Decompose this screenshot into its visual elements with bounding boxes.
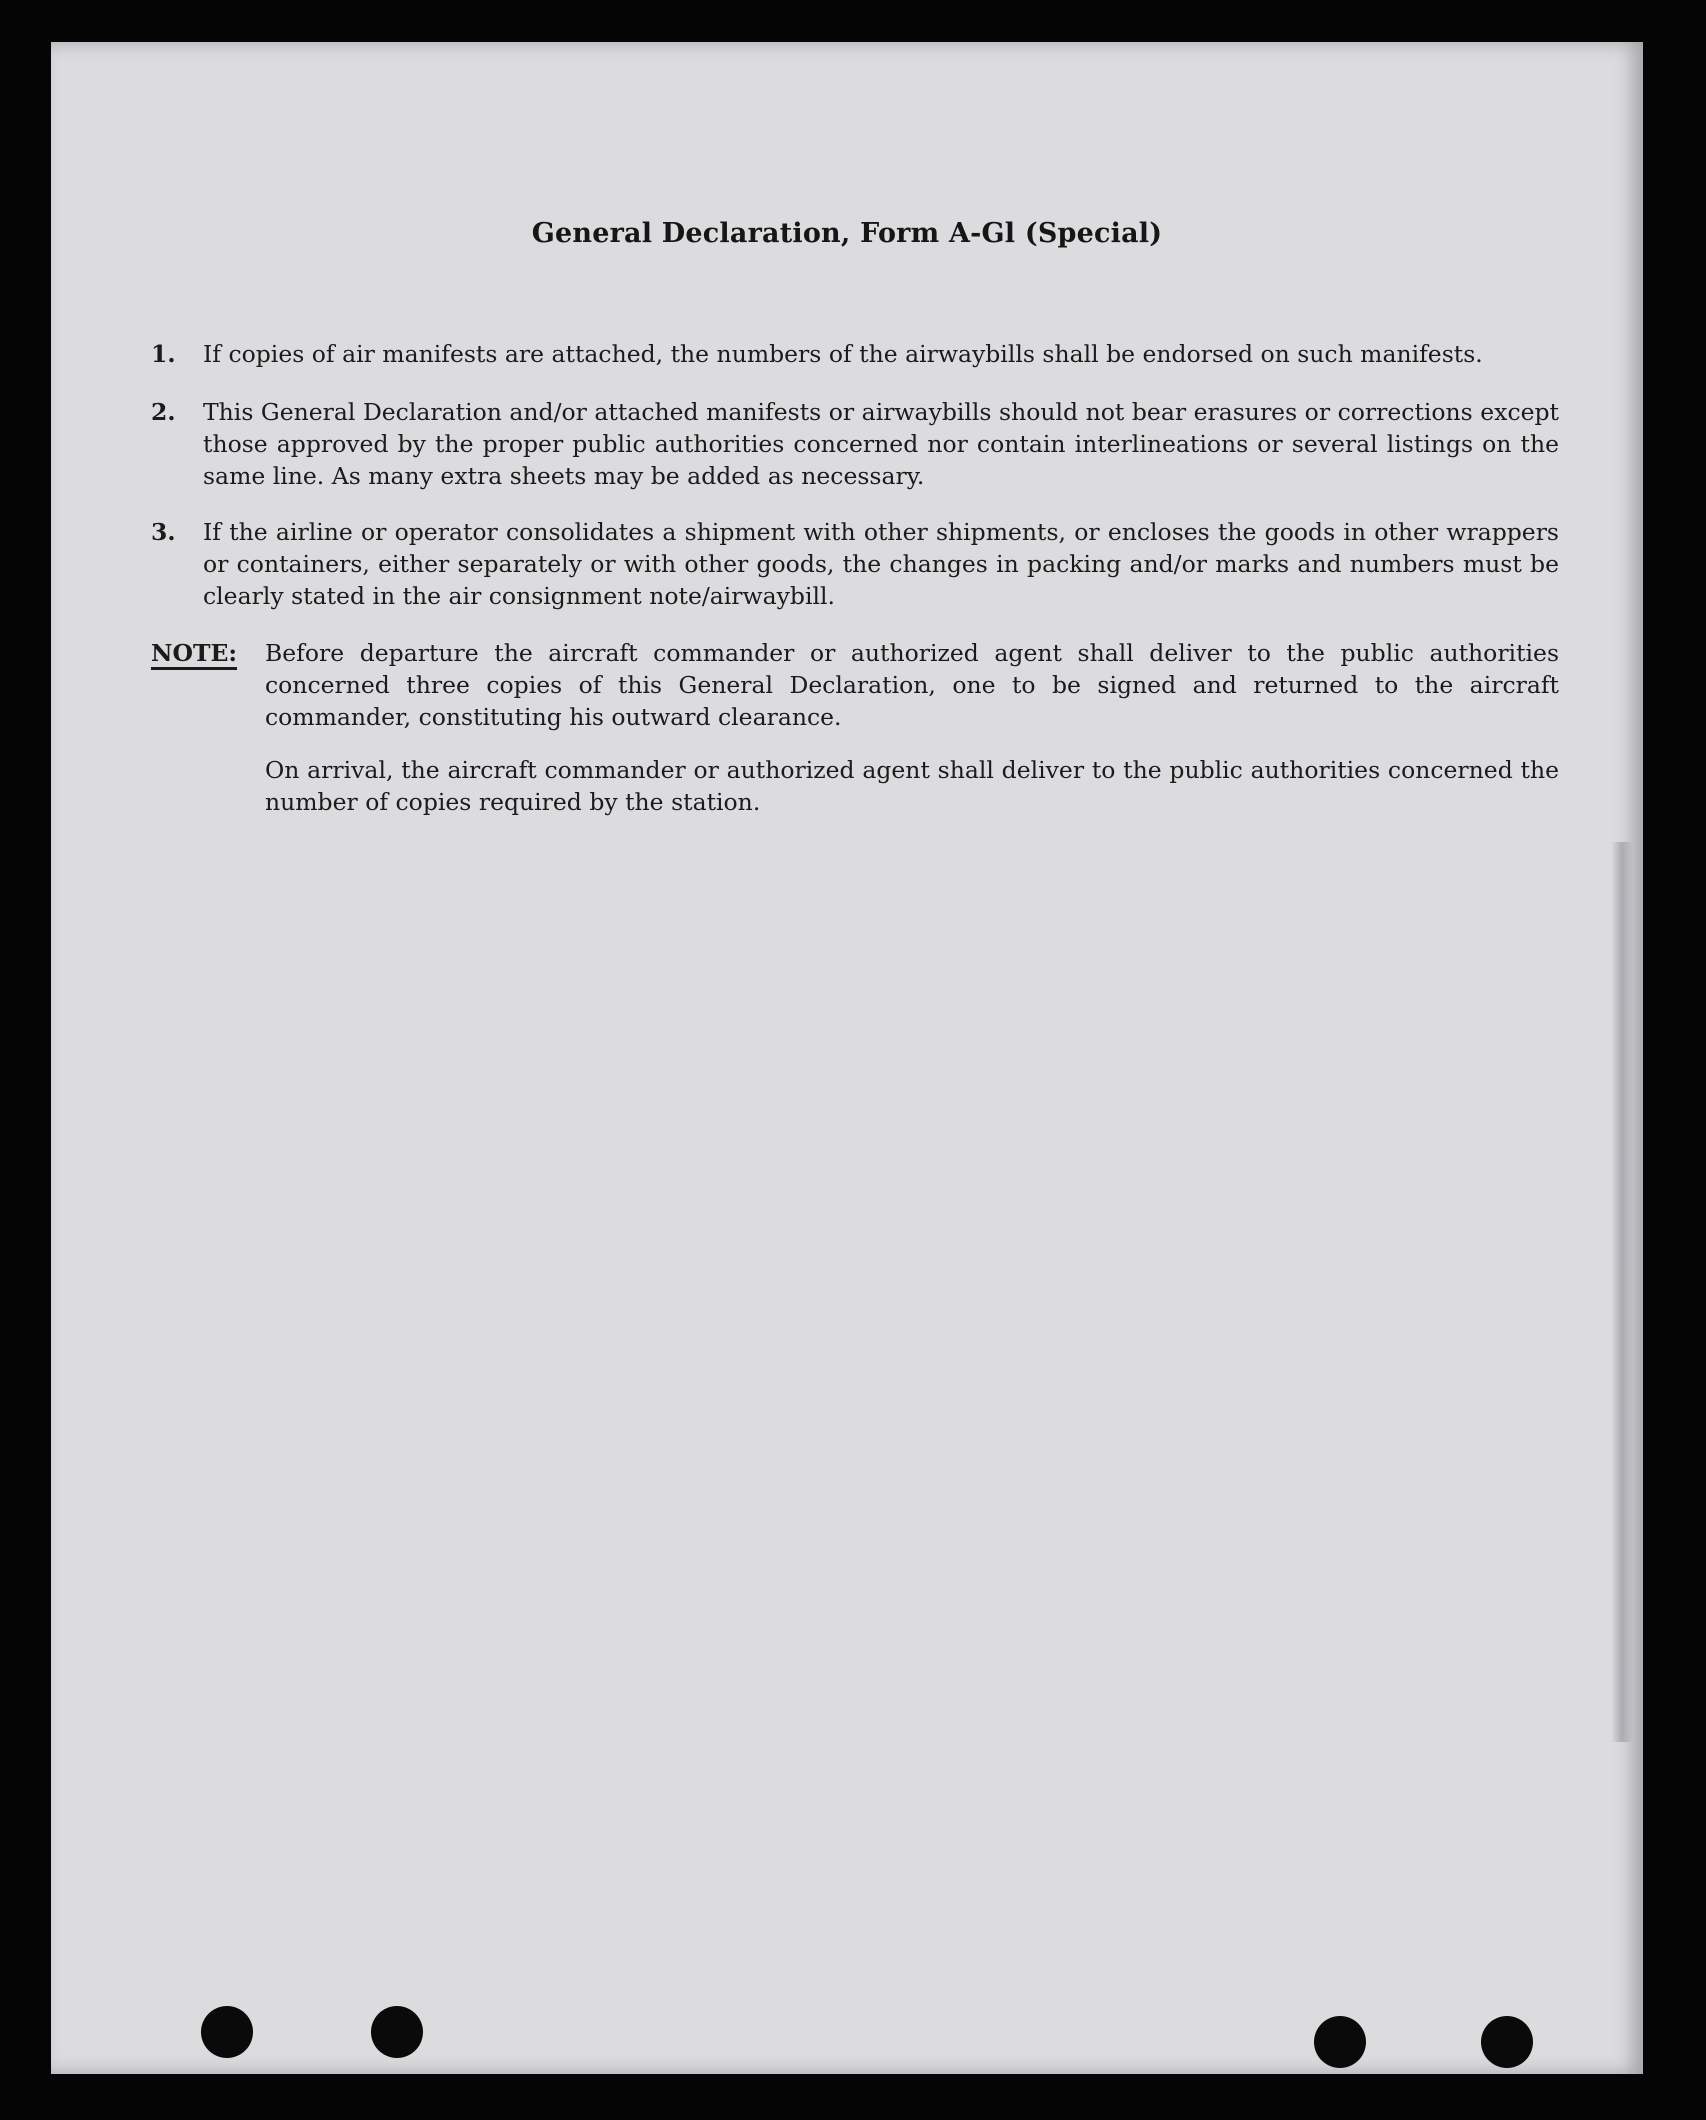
- item-number: 1.: [151, 340, 176, 368]
- item-text: This General Declaration and/or attached manifests or airwaybills should not bear erasures or corrections except those approved by the proper public authorities concerned nor contain interlineations or several listings on the same line. As many extra sheets may be added as necessary.: [203, 398, 1559, 490]
- scan-shadow: [1611, 842, 1633, 1742]
- punch-hole: [201, 2006, 253, 2058]
- note-paragraph-2-block: [151, 754, 1559, 818]
- list-item-1: [151, 338, 1559, 370]
- note-section: [151, 637, 1559, 733]
- page-title: General Declaration, Form A-Gl (Special): [531, 218, 1163, 249]
- note-label: NOTE:: [151, 639, 238, 667]
- note-paragraph-2: On arrival, the aircraft commander or authorized agent shall deliver to the public authorities concerned the number of copies required by the station.: [265, 756, 1559, 816]
- item-text: If the airline or operator consolidates a shipment with other shipments, or encloses the goods in other wrappers or containers, either separately or with other goods, the changes in packing and/or marks and numbers must be clearly stated in the air consignment note/airwaybill.: [203, 518, 1559, 610]
- item-number: 3.: [151, 518, 176, 546]
- punch-hole: [371, 2006, 423, 2058]
- item-number: 2.: [151, 398, 176, 426]
- item-text: If copies of air manifests are attached, the numbers of the airwaybills shall be endorsed on such manifests.: [203, 340, 1483, 368]
- document-page: [51, 42, 1643, 2074]
- list-item-3: [151, 516, 1559, 612]
- punch-hole: [1481, 2016, 1533, 2068]
- list-item-2: [151, 396, 1559, 492]
- note-paragraph-1: Before departure the aircraft commander or authorized agent shall deliver to the public authorities concerned three copies of this General Declaration, one to be signed and returned to the aircraft commander, constituting his outward clearance.: [265, 639, 1559, 731]
- punch-hole: [1314, 2016, 1366, 2068]
